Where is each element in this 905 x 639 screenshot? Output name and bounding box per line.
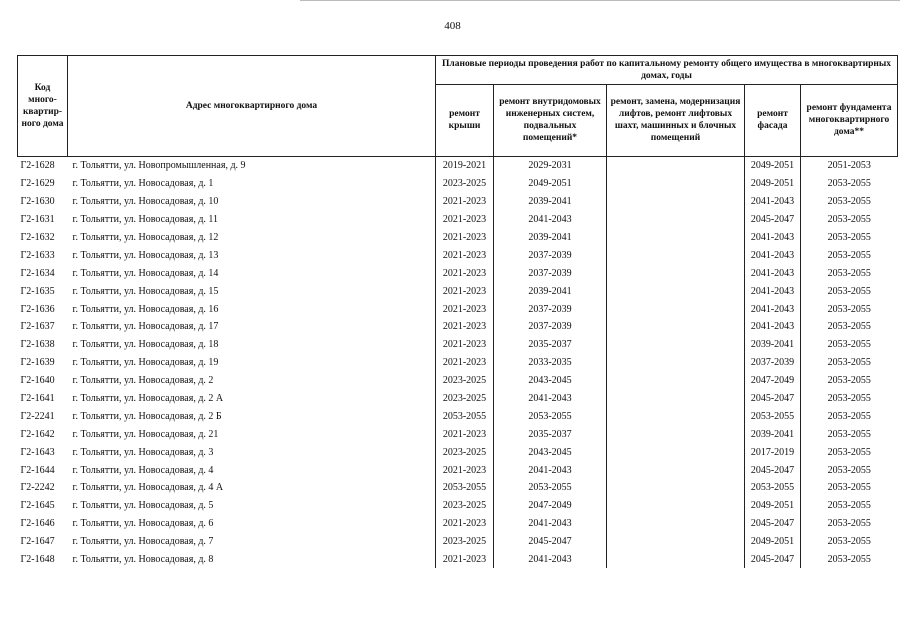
cell-code: Г2-1637 <box>20 321 55 333</box>
cell-systems: 2037-2039 <box>494 246 607 264</box>
cell-elevators <box>607 300 745 318</box>
cell-code: Г2-1633 <box>20 249 55 261</box>
cell-address: г. Тольятти, ул. Новосадовая, д. 10 <box>72 196 219 208</box>
table-row <box>18 372 898 390</box>
cell-systems: 2049-2051 <box>494 175 607 193</box>
table-row <box>18 318 898 336</box>
cell-roof: 2021-2023 <box>436 354 494 372</box>
cell-roof: 2021-2023 <box>436 211 494 229</box>
table-row <box>18 443 898 461</box>
cell-facade: 2041-2043 <box>745 282 801 300</box>
header-elevators: ремонт, замена, модернизация лифтов, ремонт лифтовых шахт, машинных и блочных помещений <box>607 84 745 156</box>
cell-elevators <box>607 211 745 229</box>
cell-elevators <box>607 193 745 211</box>
cell-roof: 2053-2055 <box>436 407 494 425</box>
table-row <box>18 354 898 372</box>
cell-roof: 2053-2055 <box>436 479 494 497</box>
cell-systems: 2047-2049 <box>494 497 607 515</box>
cell-foundation: 2053-2055 <box>801 479 898 497</box>
cell-systems: 2041-2043 <box>494 390 607 408</box>
cell-systems: 2039-2041 <box>494 229 607 247</box>
table-body <box>18 157 898 569</box>
cell-facade: 2049-2051 <box>745 157 801 175</box>
cell-roof: 2021-2023 <box>436 300 494 318</box>
cell-systems: 2037-2039 <box>494 264 607 282</box>
cell-address: г. Тольятти, ул. Новосадовая, д. 19 <box>72 357 219 369</box>
cell-code: Г2-1634 <box>20 267 55 279</box>
cell-facade: 2039-2041 <box>745 425 801 443</box>
cell-systems: 2039-2041 <box>494 193 607 211</box>
cell-address: г. Тольятти, ул. Новосадовая, д. 5 <box>72 500 214 512</box>
cell-code: Г2-1636 <box>20 303 55 315</box>
cell-foundation: 2053-2055 <box>801 372 898 390</box>
cell-systems: 2053-2055 <box>494 407 607 425</box>
cell-address: г. Тольятти, ул. Новосадовая, д. 3 <box>72 446 214 458</box>
cell-elevators <box>607 390 745 408</box>
cell-foundation: 2053-2055 <box>801 318 898 336</box>
cell-elevators <box>607 533 745 551</box>
page-number: 408 <box>444 20 461 32</box>
cell-facade: 2041-2043 <box>745 193 801 211</box>
cell-facade: 2049-2051 <box>745 497 801 515</box>
table-row <box>18 229 898 247</box>
cell-facade: 2045-2047 <box>745 515 801 533</box>
cell-foundation: 2051-2053 <box>801 157 898 175</box>
cell-facade: 2041-2043 <box>745 318 801 336</box>
cell-elevators <box>607 229 745 247</box>
cell-systems: 2041-2043 <box>494 211 607 229</box>
table-row <box>18 407 898 425</box>
cell-code: Г2-1629 <box>20 178 55 190</box>
cell-roof: 2021-2023 <box>436 264 494 282</box>
cell-address: г. Тольятти, ул. Новосадовая, д. 4 <box>72 464 214 476</box>
cell-systems: 2043-2045 <box>494 372 607 390</box>
cell-code: Г2-1642 <box>20 428 55 440</box>
table-row <box>18 211 898 229</box>
table-row <box>18 282 898 300</box>
cell-address: г. Тольятти, ул. Новосадовая, д. 14 <box>72 267 219 279</box>
header-roof: ремонт крыши <box>436 84 494 156</box>
header-address: Адрес многоквартирного дома <box>68 56 436 157</box>
cell-code: Г2-1635 <box>20 285 55 297</box>
cell-foundation: 2053-2055 <box>801 425 898 443</box>
table-row <box>18 479 898 497</box>
cell-elevators <box>607 515 745 533</box>
cell-facade: 2017-2019 <box>745 443 801 461</box>
cell-elevators <box>607 443 745 461</box>
cell-elevators <box>607 157 745 175</box>
cell-facade: 2045-2047 <box>745 551 801 569</box>
cell-roof: 2021-2023 <box>436 425 494 443</box>
cell-foundation: 2053-2055 <box>801 264 898 282</box>
table-row <box>18 246 898 264</box>
cell-roof: 2023-2025 <box>436 372 494 390</box>
cell-facade: 2041-2043 <box>745 264 801 282</box>
cell-systems: 2043-2045 <box>494 443 607 461</box>
cell-roof: 2023-2025 <box>436 443 494 461</box>
top-rule <box>300 0 900 1</box>
cell-facade: 2053-2055 <box>745 407 801 425</box>
cell-code: Г2-1648 <box>20 554 55 566</box>
cell-roof: 2019-2021 <box>436 157 494 175</box>
header-systems: ремонт внутридомовых инженерных систем, подвальных помещений* <box>494 84 607 156</box>
cell-roof: 2021-2023 <box>436 461 494 479</box>
cell-code: Г2-1639 <box>20 357 55 369</box>
cell-systems: 2037-2039 <box>494 318 607 336</box>
table-row <box>18 515 898 533</box>
cell-roof: 2023-2025 <box>436 533 494 551</box>
cell-elevators <box>607 497 745 515</box>
cell-code: Г2-1647 <box>20 536 55 548</box>
cell-foundation: 2053-2055 <box>801 407 898 425</box>
cell-facade: 2049-2051 <box>745 175 801 193</box>
cell-code: Г2-1628 <box>18 157 68 175</box>
cell-facade: 2047-2049 <box>745 372 801 390</box>
cell-systems: 2033-2035 <box>494 354 607 372</box>
table-row <box>18 533 898 551</box>
cell-elevators <box>607 372 745 390</box>
cell-roof: 2023-2025 <box>436 497 494 515</box>
repair-plan-table <box>17 55 898 568</box>
cell-facade: 2041-2043 <box>745 229 801 247</box>
cell-code: Г2-1638 <box>20 339 55 351</box>
cell-address: г. Тольятти, ул. Новосадовая, д. 2 А <box>72 393 224 405</box>
cell-address: г. Тольятти, ул. Новосадовая, д. 2 Б <box>72 410 222 422</box>
cell-elevators <box>607 551 745 569</box>
cell-foundation: 2053-2055 <box>801 354 898 372</box>
cell-foundation: 2053-2055 <box>801 246 898 264</box>
cell-facade: 2053-2055 <box>745 479 801 497</box>
cell-roof: 2021-2023 <box>436 229 494 247</box>
cell-elevators <box>607 264 745 282</box>
cell-address: г. Тольятти, ул. Новосадовая, д. 18 <box>72 339 219 351</box>
cell-code: Г2-1640 <box>20 375 55 387</box>
cell-foundation: 2053-2055 <box>801 515 898 533</box>
cell-roof: 2021-2023 <box>436 246 494 264</box>
cell-address: г. Тольятти, ул. Новосадовая, д. 8 <box>72 554 214 566</box>
table-row <box>18 497 898 515</box>
cell-roof: 2023-2025 <box>436 390 494 408</box>
cell-code: Г2-1641 <box>20 393 55 405</box>
cell-address: г. Тольятти, ул. Новосадовая, д. 4 А <box>72 482 224 494</box>
cell-systems: 2041-2043 <box>494 461 607 479</box>
cell-address: г. Тольятти, ул. Новосадовая, д. 11 <box>72 214 219 226</box>
cell-facade: 2037-2039 <box>745 354 801 372</box>
cell-systems: 2039-2041 <box>494 282 607 300</box>
cell-elevators <box>607 282 745 300</box>
cell-foundation: 2053-2055 <box>801 390 898 408</box>
header-facade: ремонт фасада <box>745 84 801 156</box>
cell-address: г. Тольятти, ул. Новосадовая, д. 12 <box>72 232 219 243</box>
cell-elevators <box>607 479 745 497</box>
cell-systems: 2045-2047 <box>494 533 607 551</box>
cell-address: г. Тольятти, ул. Новосадовая, д. 13 <box>72 249 219 261</box>
cell-elevators <box>607 461 745 479</box>
cell-elevators <box>607 354 745 372</box>
cell-foundation: 2053-2055 <box>801 193 898 211</box>
header-code: Код много-квартир-ного дома <box>18 56 68 157</box>
table-row <box>18 551 898 569</box>
table-row <box>18 390 898 408</box>
table-row <box>18 157 898 175</box>
cell-facade: 2045-2047 <box>745 390 801 408</box>
cell-foundation: 2053-2055 <box>801 211 898 229</box>
cell-roof: 2021-2023 <box>436 336 494 354</box>
cell-code: Г2-1632 <box>20 232 55 243</box>
cell-address: г. Тольятти, ул. Новосадовая, д. 2 <box>72 375 214 387</box>
cell-roof: 2021-2023 <box>436 318 494 336</box>
cell-foundation: 2053-2055 <box>801 443 898 461</box>
cell-foundation: 2053-2055 <box>801 336 898 354</box>
cell-code: Г2-1645 <box>20 500 55 512</box>
cell-foundation: 2053-2055 <box>801 300 898 318</box>
cell-systems: 2041-2043 <box>494 551 607 569</box>
cell-roof: 2021-2023 <box>436 282 494 300</box>
cell-code: Г2-1646 <box>20 518 55 530</box>
cell-address: г. Тольятти, ул. Новосадовая, д. 1 <box>72 178 214 190</box>
cell-address: г. Тольятти, ул. Новосадовая, д. 17 <box>72 321 219 333</box>
cell-address: г. Тольятти, ул. Новопромышленная, д. 9 <box>68 157 436 175</box>
cell-systems: 2035-2037 <box>494 336 607 354</box>
table-header <box>18 56 898 157</box>
cell-foundation: 2053-2055 <box>801 461 898 479</box>
cell-roof: 2021-2023 <box>436 551 494 569</box>
cell-roof: 2023-2025 <box>436 175 494 193</box>
cell-facade: 2045-2047 <box>745 211 801 229</box>
table-row <box>18 175 898 193</box>
cell-systems: 2041-2043 <box>494 515 607 533</box>
cell-systems: 2053-2055 <box>494 479 607 497</box>
cell-code: Г2-2242 <box>20 482 55 494</box>
cell-address: г. Тольятти, ул. Новосадовая, д. 6 <box>72 518 214 530</box>
cell-code: Г2-2241 <box>20 410 55 422</box>
cell-facade: 2049-2051 <box>745 533 801 551</box>
table-row <box>18 425 898 443</box>
cell-facade: 2045-2047 <box>745 461 801 479</box>
cell-elevators <box>607 336 745 354</box>
table-row <box>18 461 898 479</box>
cell-address: г. Тольятти, ул. Новосадовая, д. 16 <box>72 303 219 315</box>
cell-roof: 2021-2023 <box>436 515 494 533</box>
cell-foundation: 2053-2055 <box>801 497 898 515</box>
header-periods-group: Плановые периоды проведения работ по капитальному ремонту общего имущества в многоквартирных домах, годы <box>436 56 898 85</box>
cell-facade: 2041-2043 <box>745 246 801 264</box>
cell-foundation: 2053-2055 <box>801 551 898 569</box>
cell-systems: 2029-2031 <box>494 157 607 175</box>
cell-foundation: 2053-2055 <box>801 533 898 551</box>
cell-address: г. Тольятти, ул. Новосадовая, д. 7 <box>72 536 214 548</box>
cell-address: г. Тольятти, ул. Новосадовая, д. 21 <box>72 428 219 440</box>
cell-foundation: 2053-2055 <box>801 229 898 247</box>
cell-facade: 2041-2043 <box>745 300 801 318</box>
table-row <box>18 193 898 211</box>
cell-code: Г2-1644 <box>20 464 55 476</box>
cell-foundation: 2053-2055 <box>801 282 898 300</box>
cell-elevators <box>607 175 745 193</box>
cell-address: г. Тольятти, ул. Новосадовая, д. 15 <box>72 285 219 297</box>
table-row <box>18 336 898 354</box>
cell-systems: 2037-2039 <box>494 300 607 318</box>
cell-systems: 2035-2037 <box>494 425 607 443</box>
cell-code: Г2-1643 <box>20 446 55 458</box>
cell-elevators <box>607 246 745 264</box>
header-foundation: ремонт фундамента многоквартирного дома** <box>801 84 898 156</box>
cell-code: Г2-1631 <box>20 214 55 226</box>
cell-code: Г2-1630 <box>20 196 55 208</box>
cell-elevators <box>607 407 745 425</box>
cell-elevators <box>607 425 745 443</box>
cell-roof: 2021-2023 <box>436 193 494 211</box>
table-row <box>18 264 898 282</box>
cell-facade: 2039-2041 <box>745 336 801 354</box>
table-row <box>18 300 898 318</box>
cell-foundation: 2053-2055 <box>801 175 898 193</box>
cell-elevators <box>607 318 745 336</box>
